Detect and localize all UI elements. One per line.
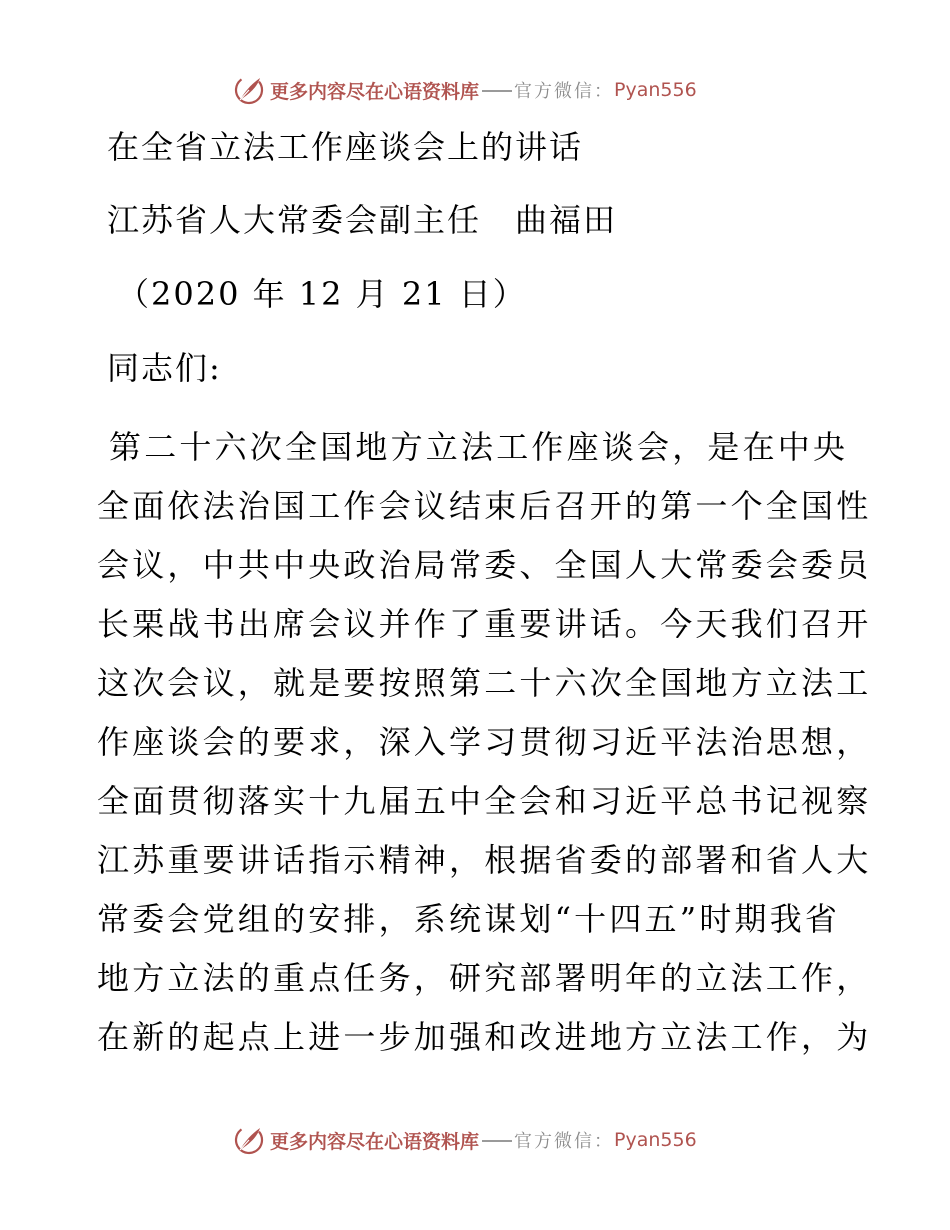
watermark-dash <box>482 90 512 92</box>
watermark-id: Pyan556 <box>614 79 697 101</box>
header-watermark <box>232 73 697 107</box>
watermark-text: 更多内容尽在心语资料库 <box>270 80 480 103</box>
body-paragraph <box>97 418 872 1067</box>
body-line: 在新的起点上进一步加强和改进地方立法工作，为 <box>97 1018 872 1056</box>
body-line: 长栗战书出席会议并作了重要讲话。今天我们召开 <box>97 605 872 643</box>
watermark-label: 官方微信： <box>514 1131 615 1152</box>
document-author: 江苏省人大常委会副主任 曲福田 <box>107 201 618 239</box>
footer-watermark <box>232 1123 697 1157</box>
watermark-id: Pyan556 <box>614 1129 697 1151</box>
watermark-text: 更多内容尽在心语资料库 <box>270 1130 480 1153</box>
feather-pen-logo-icon <box>232 73 266 107</box>
body-line: 江苏重要讲话指示精神，根据省委的部署和省人大 <box>97 841 872 879</box>
body-line: 作座谈会的要求，深入学习贯彻习近平法治思想， <box>97 723 872 761</box>
watermark-label: 官方微信： <box>514 81 615 102</box>
body-line: 全面贯彻落实十九届五中全会和习近平总书记视察 <box>97 782 872 820</box>
watermark-dash <box>482 1140 512 1142</box>
feather-pen-logo-icon <box>232 1123 266 1157</box>
document-date: （2020 年 12 月 21 日） <box>117 275 527 313</box>
body-line: 地方立法的重点任务，研究部署明年的立法工作， <box>97 959 872 997</box>
body-line: 这次会议，就是要按照第二十六次全国地方立法工 <box>97 664 872 702</box>
document-title: 在全省立法工作座谈会上的讲话 <box>107 128 584 166</box>
body-line: 常委会党组的安排，系统谋划“十四五”时期我省 <box>97 900 841 938</box>
salutation: 同志们: <box>107 349 222 387</box>
body-line: 全面依法治国工作会议结束后召开的第一个全国性 <box>97 487 872 525</box>
body-line: 会议，中共中央政治局常委、全国人大常委会委员 <box>97 546 872 584</box>
body-line: 第二十六次全国地方立法工作座谈会，是在中央 <box>109 428 849 466</box>
